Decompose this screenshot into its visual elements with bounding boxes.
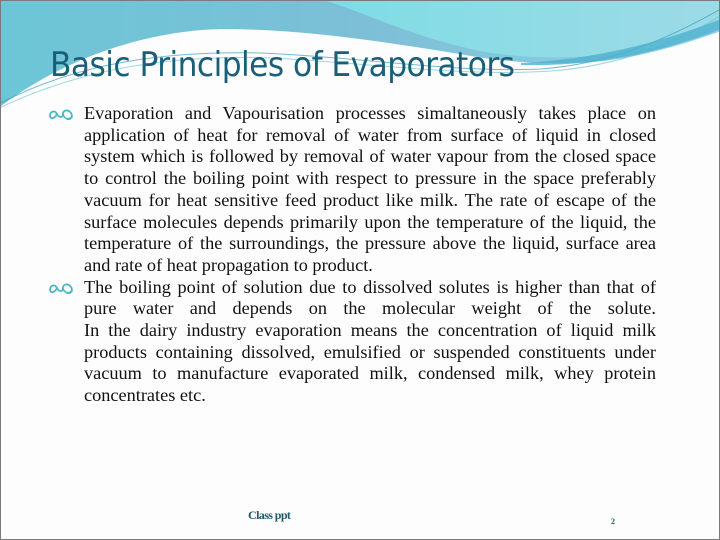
curl-bullet-icon <box>46 278 80 298</box>
bullet-text-main: The boiling point of solution due to dissolved solutes is higher than that of pure water and depends on the molecular weight of the solute. <box>84 276 656 319</box>
page-number: 2 <box>611 517 615 526</box>
bullet-item <box>46 277 656 407</box>
bullet-text <box>84 277 656 407</box>
curl-bullet-icon <box>46 104 80 124</box>
bullet-text: Evaporation and Vapourisation processes simaltaneously takes place on application of heat for removal of water from surface of liquid in closed system which is followed by removal of water vapour from the closed space to control the boiling point with respect to pressure in the space preferably vacuum for heat sensitive feed product like milk. The rate of escape of the surface molecules depends primarily upon the temperature of the liquid, the temperature of the surroundings, the pressure above the liquid, surface area and rate of heat propagation to product. <box>84 103 656 275</box>
footer-label: Class ppt <box>248 508 291 522</box>
bullet-item <box>46 103 656 277</box>
bullet-text-continuation: In the dairy industry evaporation means the concentration of liquid milk products containing dissolved, emulsified or suspended constituents under vacuum to manufacture evaporated milk, condensed milk, whey protein concentrates etc. <box>84 320 656 406</box>
slide-title: Basic Principles of Evaporators <box>50 45 515 85</box>
slide-body <box>46 103 656 407</box>
